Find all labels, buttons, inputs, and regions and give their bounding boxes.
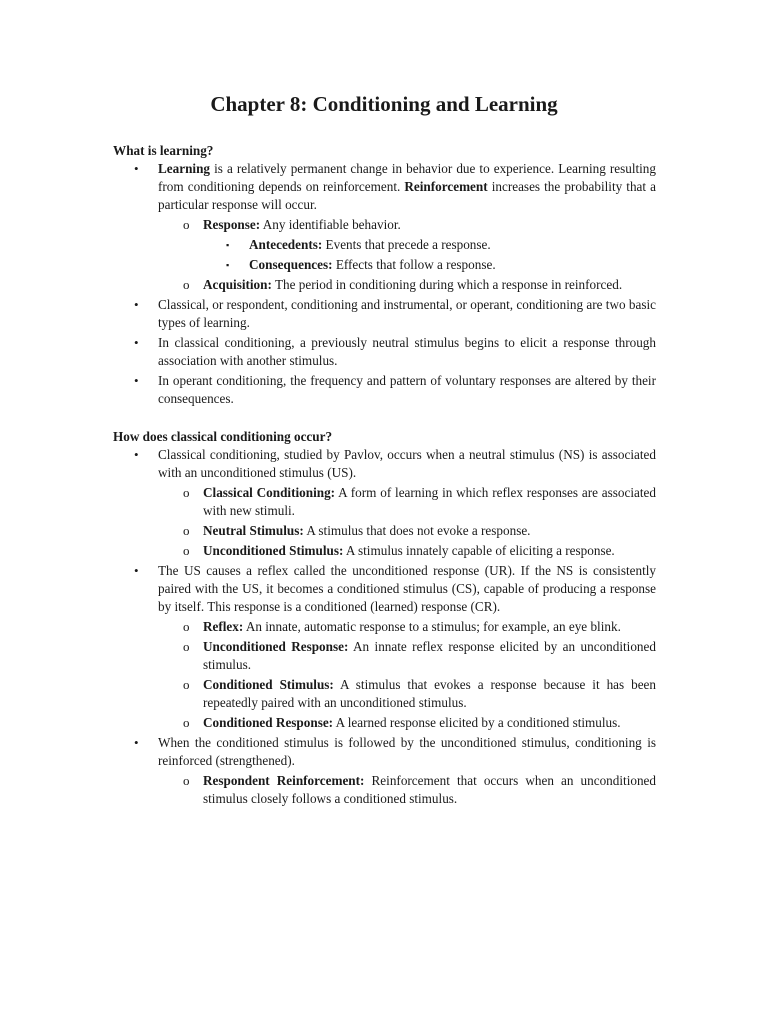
list-item-term: Unconditioned Response: xyxy=(203,639,349,654)
bullet-icon: • xyxy=(134,373,139,388)
list-item xyxy=(113,714,656,732)
list-item-term: Consequences: xyxy=(249,257,333,272)
bullet-icon: • xyxy=(134,563,139,578)
list-item-text: A learned response elicited by a conditioned stimulus. xyxy=(333,715,621,730)
list-item xyxy=(113,334,656,370)
list-item-text: In classical conditioning, a previously neutral stimulus begins to elicit a response through association with another stimulus. xyxy=(158,335,656,368)
list-item xyxy=(113,372,656,408)
bullet-icon: • xyxy=(134,161,139,176)
list-item-text: When the conditioned stimulus is followed by the unconditioned stimulus, conditioning is reinforced (strengthened). xyxy=(158,735,656,768)
list-item xyxy=(113,638,656,674)
list-item-text: Classical conditioning, studied by Pavlov, occurs when a neutral stimulus (NS) is associated with an unconditioned stimulus (US). xyxy=(158,447,656,480)
list-item-text: A stimulus that does not evoke a response. xyxy=(303,523,531,538)
list-item xyxy=(113,296,656,332)
list-item-term: Neutral Stimulus: xyxy=(203,523,304,538)
list-item-text: A stimulus innately capable of eliciting a response. xyxy=(343,543,615,558)
list-item xyxy=(113,772,656,808)
page-title: Chapter 8: Conditioning and Learning xyxy=(210,92,558,116)
list-item xyxy=(113,276,656,294)
list-item xyxy=(113,734,656,770)
list-item-term: Classical Conditioning: xyxy=(203,485,336,500)
circle-bullet-icon: o xyxy=(183,485,190,500)
list-item-text: Any identifiable behavior. xyxy=(260,217,401,232)
list-item xyxy=(113,542,656,560)
list-item-term: Respondent Reinforcement: xyxy=(203,773,365,788)
list-item xyxy=(113,446,656,482)
list-item xyxy=(113,522,656,540)
list-item-term: Learning xyxy=(158,161,211,176)
list-item xyxy=(113,562,656,616)
list-item-text: Reinforcement that occurs when an unconditioned stimulus closely follows a conditioned stimulus. xyxy=(203,773,656,806)
list-item-term: Unconditioned Stimulus: xyxy=(203,543,344,558)
list-item xyxy=(113,676,656,712)
circle-bullet-icon: o xyxy=(183,277,190,292)
circle-bullet-icon: o xyxy=(183,715,190,730)
list-item-term: Reinforcement xyxy=(404,179,488,194)
list-item xyxy=(113,618,656,636)
list-item-text: An innate reflex response elicited by an unconditioned stimulus. xyxy=(203,639,656,672)
list-item xyxy=(113,256,656,274)
circle-bullet-icon: o xyxy=(183,523,190,538)
list-item-text: In operant conditioning, the frequency and pattern of voluntary responses are altered by their consequences. xyxy=(158,373,656,406)
bullet-icon: • xyxy=(134,735,139,750)
list-item-text: The US causes a reflex called the unconditioned response (UR). If the NS is consistently paired with the US, it becomes a conditioned stimulus (CS), capable of producing a response by itself. This response is a conditioned (learned) response (CR). xyxy=(158,563,656,614)
list-item-term: Conditioned Stimulus: xyxy=(203,677,334,692)
circle-bullet-icon: o xyxy=(183,217,190,232)
bullet-icon: • xyxy=(134,297,139,312)
list-item-term: Antecedents: xyxy=(249,237,323,252)
bullet-icon: • xyxy=(134,447,139,462)
section-gap xyxy=(113,410,656,428)
list-item-term: Reflex: xyxy=(203,619,244,634)
circle-bullet-icon: o xyxy=(183,619,190,634)
list-item-text: Classical, or respondent, conditioning and instrumental, or operant, conditioning are two basic types of learning. xyxy=(158,297,656,330)
circle-bullet-icon: o xyxy=(183,773,190,788)
list-item-term: Response: xyxy=(203,217,261,232)
list-item-text: increases the probability that a particular response will occur. xyxy=(158,179,657,212)
list-item-text: A stimulus that evokes a response because it has been repeatedly paired with an unconditioned stimulus. xyxy=(203,677,656,710)
circle-bullet-icon: o xyxy=(183,677,190,692)
circle-bullet-icon: o xyxy=(183,639,190,654)
list-item-text: The period in conditioning during which a response in reinforced. xyxy=(271,277,623,292)
list-item-text: Effects that follow a response. xyxy=(332,257,496,272)
list-item-term: Conditioned Response: xyxy=(203,715,334,730)
section-heading: How does classical conditioning occur? xyxy=(113,429,333,444)
square-bullet-icon: ▪ xyxy=(226,240,230,250)
list-item-text: An innate, automatic response to a stimulus; for example, an eye blink. xyxy=(243,619,621,634)
list-item-text: is a relatively permanent change in behavior due to experience. Learning resulting from conditioning depends on reinforcement. xyxy=(158,161,656,194)
section-heading: What is learning? xyxy=(113,143,214,158)
list-item xyxy=(113,236,656,254)
bullet-icon: • xyxy=(134,335,139,350)
list-item-text: Events that precede a response. xyxy=(322,237,491,252)
document-body xyxy=(113,142,656,810)
square-bullet-icon: ▪ xyxy=(226,260,230,270)
circle-bullet-icon: o xyxy=(183,543,190,558)
list-item xyxy=(113,484,656,520)
list-item xyxy=(113,216,656,234)
list-item xyxy=(113,160,656,214)
list-item-text: A form of learning in which reflex responses are associated with new stimuli. xyxy=(203,485,656,518)
list-item-term: Acquisition: xyxy=(203,277,272,292)
